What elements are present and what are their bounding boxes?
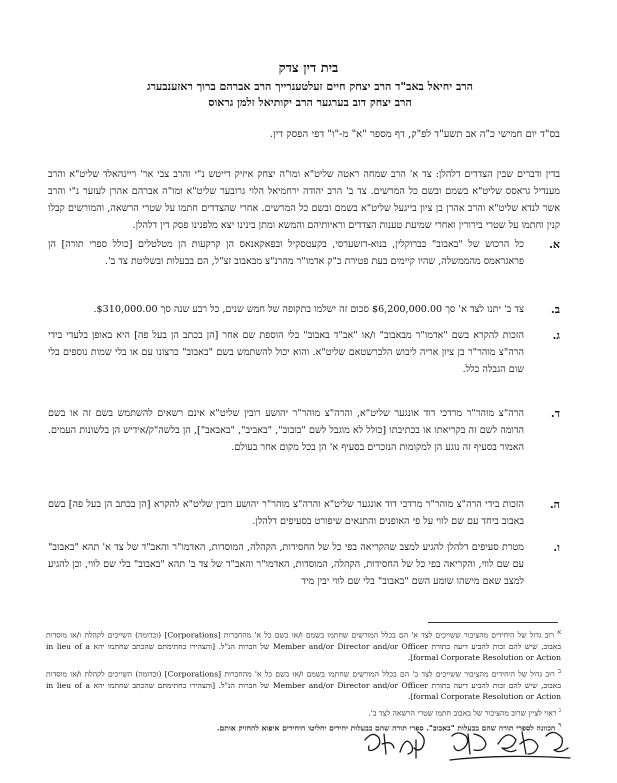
footnote xyxy=(46,627,561,664)
section-text: מטרת סעיפים דלהלן להגיע למצב שהקריאה בפי כל של החסידות, הקהלה, המוסדות, האדמו"ר והאב"ד של צד א' תהא "באבוב" עם שם לווי, והקריאה בפי כל של החסידות, הקהלה, המוסדות, האדמו"ר והאב"ד של צד ב' תהא "באבוב" בלי שם לווי, וכן להגיע למצב שאם מישהו שומע השם "באבוב" בלי שם לווי יבין מיד xyxy=(48,542,524,587)
footnotes xyxy=(46,627,561,736)
section-text: הזכות להקרא בשם "אדמו"ר מבאבוב" ו/או "אב"ד באבוב" בלי הוספת שם אחר [הן בכתב הן בעל פה] היא באופן בלעדי בידי הרה"צ מוהר"ר בן ציון אריה ליבוש הלברשטאם שליט"א. והוא יכול להשתמש בשם "באבוב" כרצונו עם או בלי שמות נוספים בלי שום הגבלה כלל. xyxy=(48,330,524,375)
dateline: בס"ד יום חמישי כ"ה אב תשע"ד לפ"ק, דף מספר "א" מ-"ו" דפי הפסק דין. xyxy=(269,129,560,140)
judges-line-2: הרב יצחק דוב בערגער הרב יקותיאל זלמן גראוס xyxy=(208,96,412,109)
section-e xyxy=(48,496,560,530)
handwritten-signature xyxy=(360,722,590,767)
section-f xyxy=(48,539,560,590)
section-text: הזכות בידי הרה"צ מוהר"ר מרדכי דוד אונגער שליט"א והרה"צ מוהר"ר יהושע רובין שליט"א להקרא [הן בכתב הן בעל פה] בשם באבוב ביחד עם שם לווי על פי האופנים והתנאים שיפורט בסעיפים דלהלן. xyxy=(48,499,524,527)
judges-line-1: הרב יחיאל באב"ד הרב יצחק חיים זעלטענרייך הרב אברהם ברוך ראזענבערג xyxy=(147,80,473,93)
footnote-text: רוב גדול של היחידים מהציבור ששייכים לצד א' הם בכלל המורשים שחתמו בשמם ו/או בשם כל א' מהחברות [Corporations] (וכדומה) השייכים לקהלת ו/או מוסדות באבוב, שיש להם זכות להביע דיעה בתורת Member and/or Director and/or Officer של חברות הנ"ל. [והצהירו בחתימתם שהכתב שחתמו יהא in lieu of a formal Corporate Resolution or Action]. xyxy=(46,630,562,663)
footnote-text: רוב גדול של היחידים מהציבור ששייכים לצד ב' הם בכלל המורשים שחתמו בשמם ו/או בשם כל א' מהחברות [Corporations] (וכדומה) השייכים לקהלת ו/או מוסדות באבוב, שיש להם זכות להביע דיעה בתורת Member and/or Director and/or Officer של חברות הנ"ל. [והצהירו בחתימתם שהכתב שחתמו יהא in lieu of a formal Corporate Resolution or Action]. xyxy=(46,669,562,702)
section-c xyxy=(48,327,560,378)
section-label: ב. xyxy=(550,303,560,316)
footnote-number: ג xyxy=(558,706,561,714)
footnote-number: ד xyxy=(557,722,561,730)
footnote-text: הכוונה לספרי תורה שהם בבעלות "באבוב". ספרי תורה שהם בבעלות יחידים יחליטו היחידים איפוא להחזיק אותם. xyxy=(216,723,556,733)
section-b xyxy=(48,301,560,318)
footnote-divider xyxy=(428,622,558,623)
intro-paragraph: בדין ודברים שבין הצדדים דלהלן: צד א' הרב שמחה ראטה שליט"א ומו"ה יצחק איזיק דייטש נ"י והרב צבי אר' ריינהאלד שליט"א והרב מענדיל גראסס שליט"א בשמם ובשם כל המרשים. צד ב' הרב יהודה ירחמיאל הלוי גרובער שליט"א ומו"ה אברהם אהרן לעזער נ"י והרב אשר לנדא שליט"א והרב אהרן בן ציון בייגעל שליט"א בשמם ובשם כל המרשים. אחרי שהצדדים חתמו על שטרי הרשאה, והמורשים קבלו קנין וחתמו על שטרי בירורין ואחרי שמיעת טענות הצדדים וראיותיהם והמשא ומתן בינינו יצא מלפנינו פסק דין דלהלן. xyxy=(48,169,560,231)
footnote-text: ראוי לציין שרוב מהציבור של באבוב חתמו שטרי הרשאה לצד ב'. xyxy=(368,708,557,718)
section-label: א. xyxy=(549,238,560,251)
section-text: כל הרכוש של "באבוב" בברוקלין, בנוא-דזשערסי, בקעטסקיל ובפאקאנאס הן קרקעות הן מטלטלים [כולל ספרי תורה] הן פראגראמס מהממשלה, שהיו קיימים בעת פטירת כ"ק אדמו"ר מהרנ"צ מבאבוב זצ"ל, הם בבעלות ובשליטת צד ב'. xyxy=(48,239,524,267)
judges-block xyxy=(70,79,550,111)
section-d xyxy=(48,405,560,456)
section-label: ג. xyxy=(552,329,560,342)
footnote-number: ב xyxy=(557,667,562,675)
court-title: בית דין צדק xyxy=(278,61,339,76)
section-text: הרה"צ מוהר"ר מרדכי דוד אונגער שליט"א, והרה"צ מוהר"ר יהושע רובין שליט"א אינם רשאים להשתמש בשם זה או בשם הדומה לשם זה בקריאתו או בכתיבתו [כולל לא מוגבל לשם "בובוב", "באביב", "באבאב"], הן בלשה"ק/אידיש הן בלשונות העמים. האמור בסעיף זה נוגע הן למקומות הנזכרים בסעיף א' הן בכל מקום אחר בעולם. xyxy=(48,408,524,453)
footnote xyxy=(46,666,561,703)
section-label: ה. xyxy=(549,498,560,511)
section-a xyxy=(48,236,560,270)
section-label: ד. xyxy=(550,407,560,420)
footnote xyxy=(46,705,561,719)
footnote-number: א xyxy=(557,629,562,636)
section-label: ו. xyxy=(553,541,560,554)
section-text: צד ב' יתנו לצד א' סך $6,200,000.00 סכום זה ישלמו בתקופה של חמש שנים, כל רבע שנה סך $310,000.00. xyxy=(93,304,524,315)
